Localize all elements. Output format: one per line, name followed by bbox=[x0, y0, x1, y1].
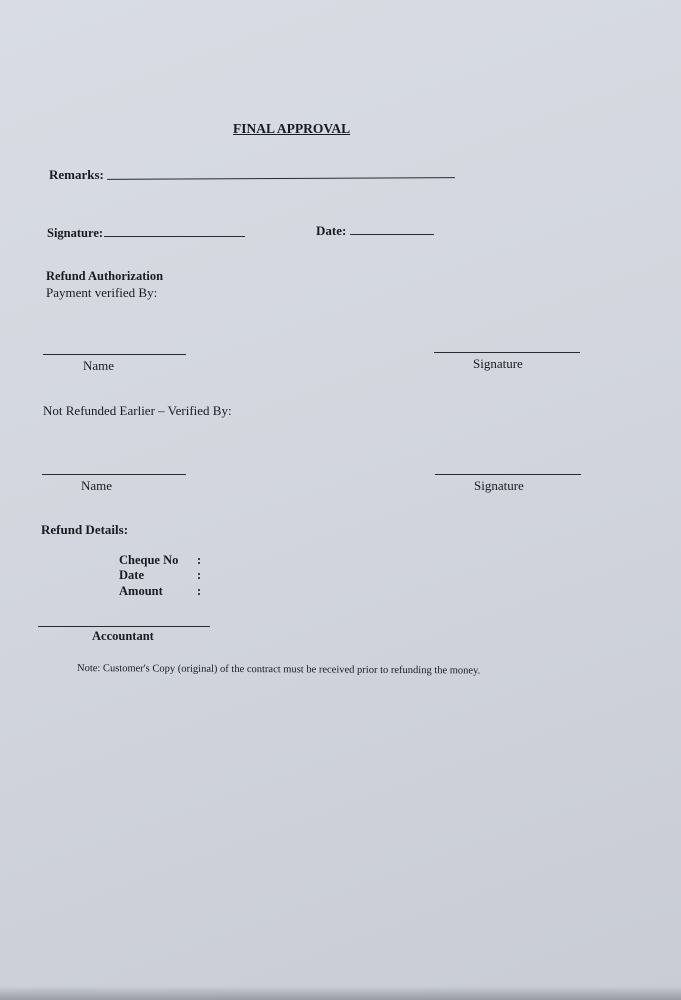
accountant-label: Accountant bbox=[92, 629, 154, 643]
date-field[interactable] bbox=[119, 568, 201, 583]
page-title: FINAL APPROVAL bbox=[233, 121, 351, 136]
cheque-no-field[interactable] bbox=[119, 553, 201, 568]
refund-details-heading: Refund Details: bbox=[41, 522, 129, 537]
not-refunded-signature-label: Signature bbox=[474, 478, 524, 493]
payment-verifier-signature-label: Signature bbox=[473, 356, 523, 371]
payment-verifier-name-line[interactable] bbox=[43, 354, 186, 355]
date-line[interactable] bbox=[350, 234, 434, 235]
amount-label: Amount bbox=[119, 584, 163, 598]
accountant-signature-line[interactable] bbox=[38, 626, 210, 627]
refund-note: Note: Customer's Copy (original) of the contract must be received prior to refunding the money. bbox=[76, 663, 481, 677]
date-label: Date: bbox=[316, 223, 347, 238]
refund-date-colon: : bbox=[197, 568, 202, 582]
cheque-no-label: Cheque No bbox=[119, 553, 179, 567]
not-refunded-name-label: Name bbox=[81, 478, 113, 493]
signature-line[interactable] bbox=[104, 236, 245, 237]
refund-authorization-heading: Refund Authorization bbox=[46, 269, 164, 283]
amount-colon: : bbox=[197, 584, 202, 598]
remarks-line[interactable] bbox=[107, 177, 455, 180]
amount-field[interactable] bbox=[119, 584, 201, 599]
not-refunded-signature-line[interactable] bbox=[435, 474, 581, 475]
signature-label: Signature: bbox=[47, 226, 104, 240]
cheque-no-colon: : bbox=[197, 553, 202, 567]
payment-verifier-name-label: Name bbox=[83, 358, 115, 373]
remarks-label: Remarks: bbox=[49, 167, 104, 182]
not-refunded-name-line[interactable] bbox=[42, 474, 186, 475]
not-refunded-verified-by-label: Not Refunded Earlier – Verified By: bbox=[43, 403, 232, 418]
refund-date-label: Date bbox=[119, 568, 144, 582]
payment-verifier-signature-line[interactable] bbox=[434, 352, 580, 353]
payment-verified-by-label: Payment verified By: bbox=[46, 285, 158, 300]
